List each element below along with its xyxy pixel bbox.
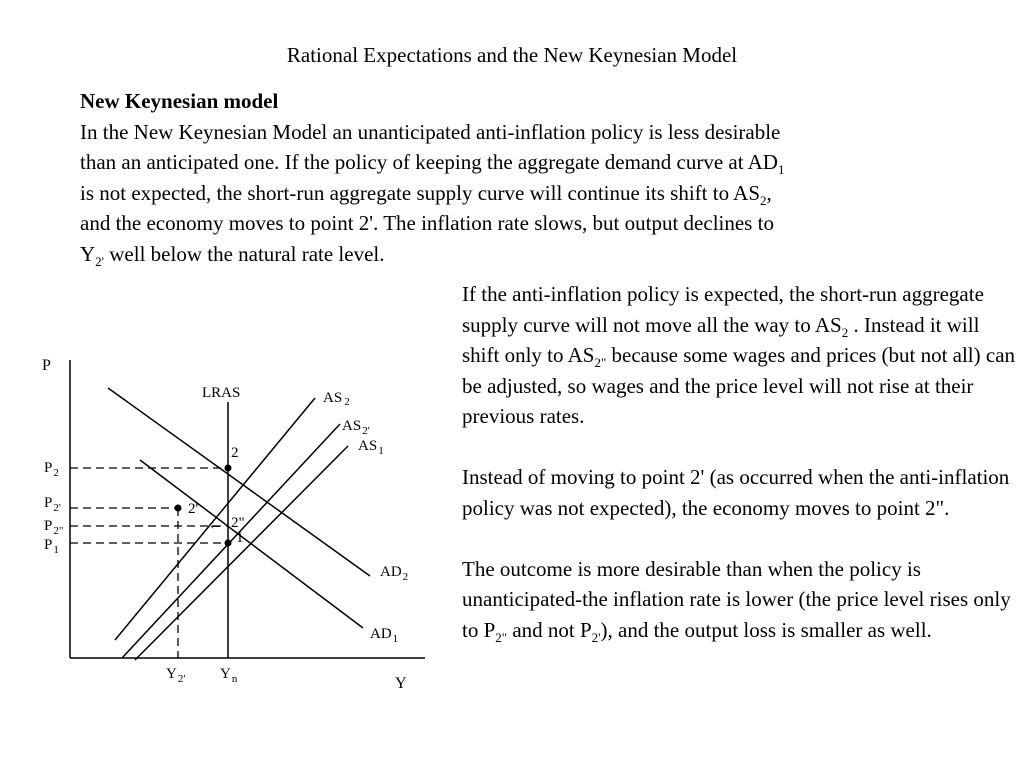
- y2p-label: $Y_{2'}$: [166, 666, 186, 685]
- point-2p-dot: [175, 505, 182, 512]
- intro-line-3: is not expected, the short-run aggregate supply curve will continue its shift to $AS_2$,: [80, 180, 772, 208]
- as2p-label: $AS_{2'}$: [342, 418, 370, 437]
- as1-label: $AS_1$: [358, 438, 384, 457]
- paragraph-outcome: The outcome is more desirable than when the policy is unanticipated-the inflation rate is lower (the price level rises only to $P_{2"}$ and not $P_{2'}$), and the output loss is smaller as well.: [462, 556, 1011, 645]
- lras-label: LRAS: [202, 385, 241, 401]
- point-2-dot: [225, 465, 232, 472]
- ad2-label: $AD_2$: [380, 564, 409, 583]
- y-axis-label: P: [42, 357, 51, 374]
- point-2pp-label: 2": [231, 515, 245, 531]
- left-arrow-icon: ←: [208, 518, 222, 533]
- p2p-label: $P_{2'}$: [44, 495, 61, 514]
- intro-line-1: In the New Keynesian Model an unanticipated anti-inflation policy is less desirable: [80, 119, 781, 144]
- page-title: Rational Expectations and the New Keynesian Model: [286, 43, 738, 67]
- p1-label: $P_1$: [44, 537, 59, 556]
- as-ad-diagram: [30, 340, 440, 690]
- intro-line-5: $Y_{2'}$ well below the natural rate level.: [80, 241, 385, 269]
- paragraph-point-2pp: Instead of moving to point 2' (as occurred when the anti-inflation policy was not expected), the economy moves to point 2".: [462, 465, 1010, 520]
- yn-label: $Y_n$: [220, 666, 238, 685]
- x-axis-label: Y: [395, 675, 407, 690]
- as2-label: AS $_2$: [323, 390, 350, 408]
- intro-line-2: than an anticipated one. If the policy of keeping the aggregate demand curve at $AD_1$: [80, 150, 785, 178]
- point-2p-label: 2': [188, 501, 199, 517]
- section-heading: New Keynesian model: [80, 89, 279, 113]
- intro-line-4: and the economy moves to point 2'. The inflation rate slows, but output declines to: [80, 211, 774, 235]
- ad2-curve: [108, 388, 370, 576]
- ad1-label: $AD_1$: [370, 626, 399, 645]
- point-2-label: 2: [231, 445, 239, 461]
- explanation-column: [462, 279, 1022, 676]
- p2-label: $P_2$: [44, 460, 59, 479]
- point-1-label: 1: [236, 530, 244, 546]
- as1-curve: [135, 446, 348, 660]
- intro-section: [80, 86, 980, 269]
- p2pp-label: $P_{2"}$: [44, 518, 64, 537]
- point-1-dot: [225, 540, 232, 547]
- paragraph-expected-policy: If the anti-inflation policy is expected, the short-run aggregate supply curve will not move all the way to $AS_2$ . Instead it will shift only to $AS_{2"}$ because some wages and prices (but not all) can be adjusted, so wages and the price level will not rise at their previous rates.: [462, 282, 1016, 428]
